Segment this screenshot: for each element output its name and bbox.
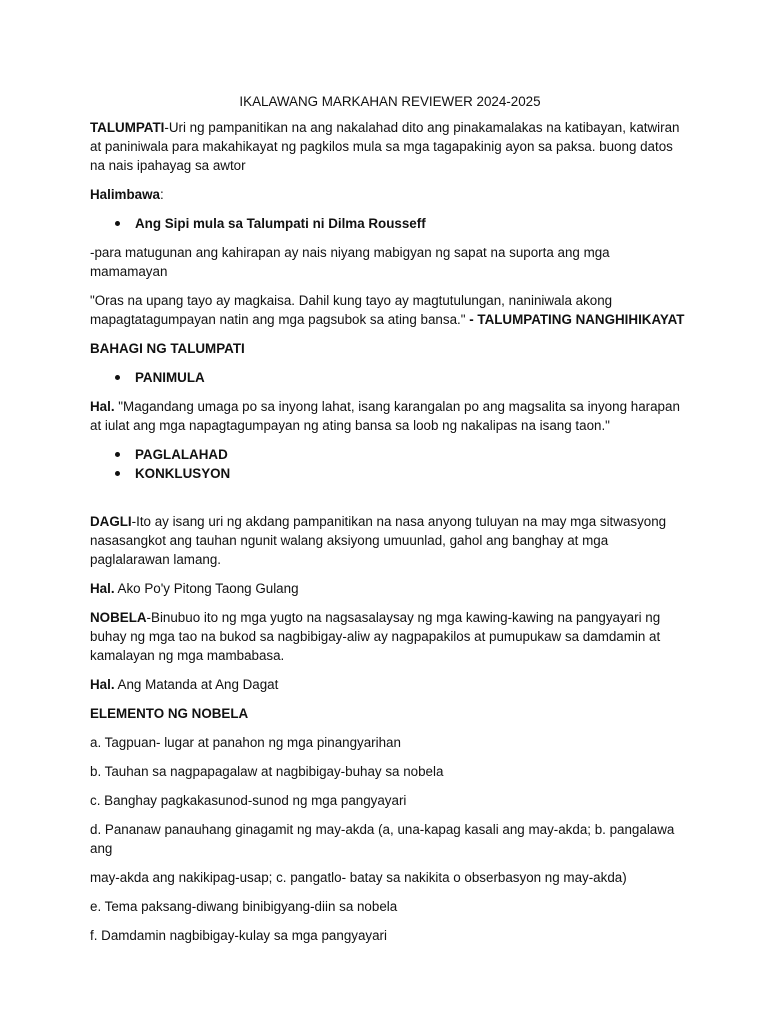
- dagli-paragraph: [90, 512, 690, 569]
- dagli-example-text: Ako Po'y Pitong Taong Gulang: [114, 581, 299, 596]
- talumpati-term: TALUMPATI: [90, 120, 165, 135]
- elemento-item-pananaw-continued: may-akda ang nakikipag-usap; c. pangatlo- batay sa nakikita o obserbasyon ng may-akda): [90, 870, 627, 885]
- bahagi-heading: BAHAGI NG TALUMPATI: [90, 341, 245, 356]
- list-item: [90, 445, 690, 464]
- bullet-icon: [115, 221, 120, 226]
- elemento-item-damdamin: f. Damdamin nagbibigay-kulay sa mga pangyayari: [90, 928, 387, 943]
- dagli-example-label: Hal.: [90, 581, 115, 596]
- elemento-item-banghay: c. Banghay pagkakasunod-sunod ng mga pangyayari: [90, 793, 407, 808]
- panimula-example-label: Hal.: [90, 399, 115, 414]
- bullet-icon: [115, 375, 120, 380]
- nobela-term: NOBELA: [90, 610, 147, 625]
- bahagi-item-panimula: PANIMULA: [135, 370, 205, 385]
- bahagi-item-konklusyon: KONKLUSYON: [135, 466, 231, 481]
- document-page: [90, 92, 690, 955]
- nobela-paragraph: [90, 608, 690, 665]
- halimbawa-label: Halimbawa: [90, 187, 160, 202]
- list-item: [90, 368, 690, 387]
- dagli-definition: -Ito ay isang uri ng akdang pampanitikan na nasa anyong tuluyan na may mga sitwasyong nasasangkot ang tauhan ngunit walang aksiyong umuunlad, gahol ang banghay at mga paglalarawan lamang.: [90, 514, 667, 567]
- bahagi-list-2: [90, 445, 690, 483]
- panimula-example: [90, 397, 690, 435]
- panimula-example-text: "Magandang umaga po sa inyong lahat, isang karangalan po ang magsalita sa inyong harapan at iulat ang mga napagtagumpayan ng ating bansa sa loob ng nakalipas na isang taon.": [90, 399, 680, 433]
- nobela-definition: -Binubuo ito ng mga yugto na nagsasalaysay ng mga kawing-kawing na pangyayari ng buhay ng mga tao na bukod sa nagbibigay-aliw ay nagpapakilos at pumupukaw sa damdamin at kamalayan ng mga mambabasa.: [90, 610, 661, 663]
- example-bullet-list: [90, 214, 690, 233]
- list-item: [90, 214, 690, 233]
- halimbawa-colon: :: [159, 187, 164, 202]
- example-quote: [90, 291, 690, 329]
- elemento-item-tagpuan: a. Tagpuan- lugar at panahon ng mga pinangyarihan: [90, 735, 401, 750]
- halimbawa-label-line: [90, 185, 690, 204]
- nobela-example-text: Ang Matanda at Ang Dagat: [114, 677, 279, 692]
- nobela-example-label: Hal.: [90, 677, 115, 692]
- blank-line: [90, 493, 690, 512]
- list-item: [90, 464, 690, 483]
- example-quote-type: - TALUMPATING NANGHIHIKAYAT: [465, 312, 685, 327]
- example-purpose: -para matugunan ang kahirapan ay nais niyang mabigyan ng sapat na suporta ang mga mamamayan: [90, 245, 610, 279]
- bullet-icon: [115, 471, 120, 476]
- dagli-term: DAGLI: [90, 514, 132, 529]
- dagli-example: [90, 579, 690, 598]
- elemento-item-tauhan: b. Tauhan sa nagpapagalaw at nagbibigay-buhay sa nobela: [90, 764, 444, 779]
- elemento-heading: ELEMENTO NG NOBELA: [90, 706, 249, 721]
- talumpati-definition: -Uri ng pampanitikan na ang nakalahad dito ang pinakamalakas na katibayan, katwiran at paniniwala para makahikayat ng pagkilos mula sa mga tagapakinig ayon sa paksa. buong datos na nais ipahayag sa awtor: [90, 120, 680, 173]
- document-title: IKALAWANG MARKAHAN REVIEWER 2024-2025: [239, 94, 541, 109]
- example-bullet-text: Ang Sipi mula sa Talumpati ni Dilma Rousseff: [135, 216, 426, 231]
- elemento-item-tema: e. Tema paksang-diwang binibigyang-diin sa nobela: [90, 899, 398, 914]
- bullet-icon: [115, 452, 120, 457]
- bahagi-list-1: [90, 368, 690, 387]
- elemento-item-pananaw: d. Pananaw panauhang ginagamit ng may-akda (a, una-kapag kasali ang may-akda; b. pangalawa ang: [90, 822, 675, 856]
- talumpati-paragraph: [90, 118, 690, 175]
- bahagi-item-paglalahad: PAGLALAHAD: [135, 447, 228, 462]
- nobela-example: [90, 675, 690, 694]
- example-quote-text: "Oras na upang tayo ay magkaisa. Dahil kung tayo ay magtutulungan, naniniwala akong mapagtatagumpayan natin ang mga pagsubok sa ating bansa.": [90, 293, 613, 327]
